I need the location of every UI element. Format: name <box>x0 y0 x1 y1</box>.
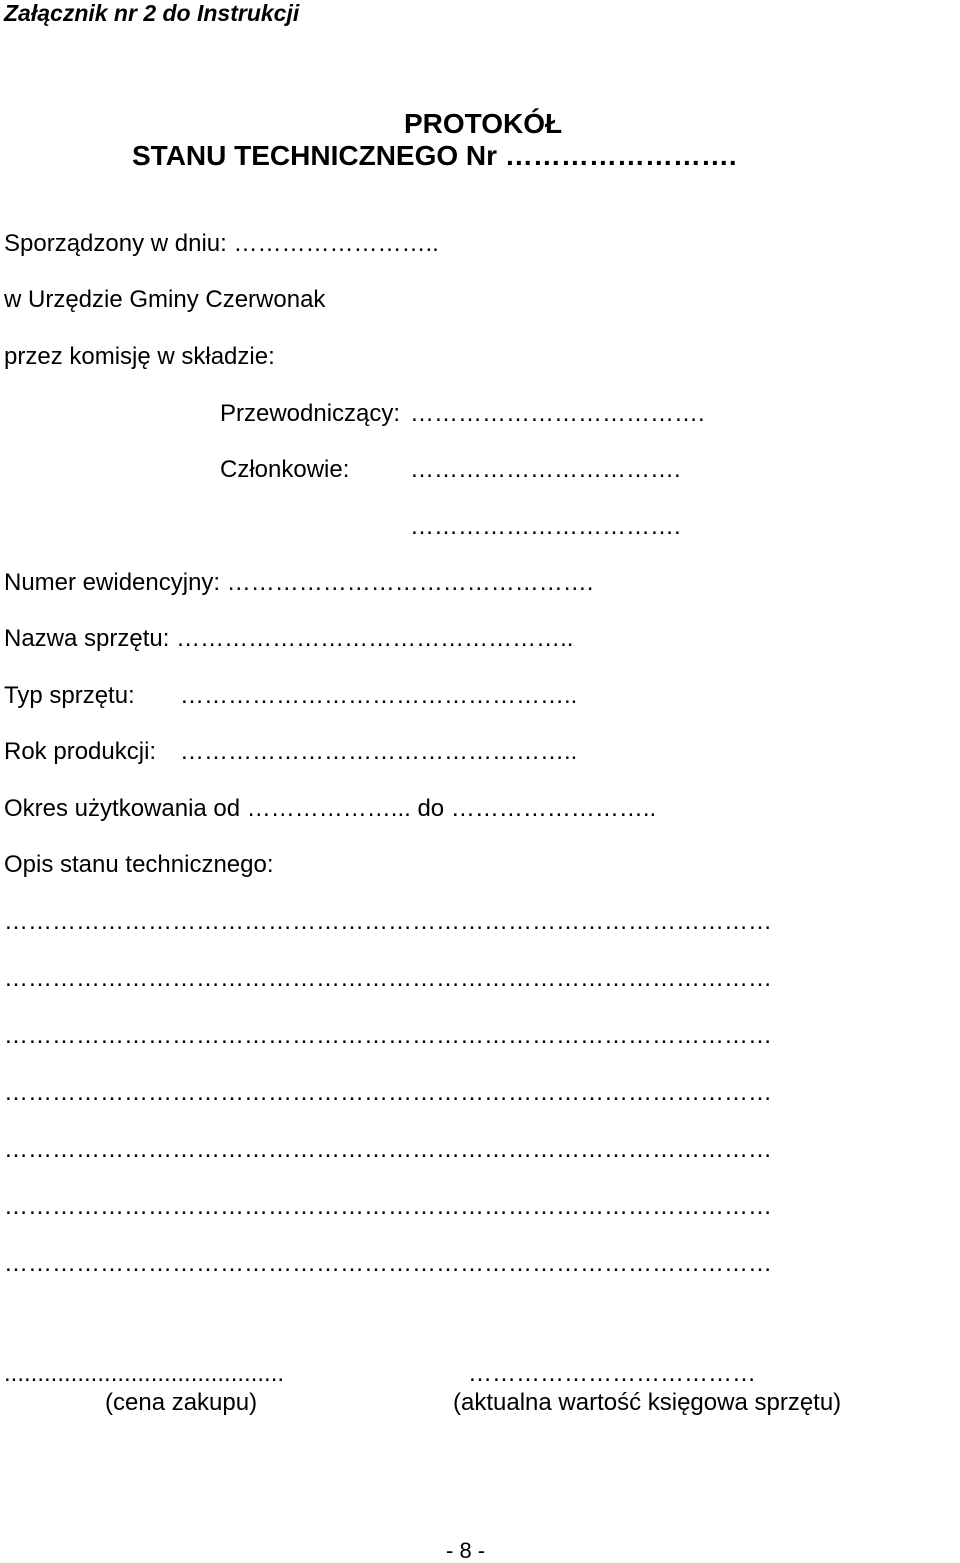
book-value-label: (aktualna wartość księgowa sprzętu) <box>453 1389 842 1416</box>
purchase-price-label: (cena zakupu) <box>105 1389 258 1416</box>
description-line: …………………………………………………………………………………… <box>4 1136 772 1163</box>
description-line: …………………………………………………………………………………… <box>4 965 772 992</box>
book-value-field: ……………………………… <box>468 1360 756 1387</box>
attachment-header: Załącznik nr 2 do Instrukcji <box>4 0 300 26</box>
page-number: - 8 - <box>446 1538 486 1563</box>
inventory-number-field: Numer ewidencyjny: ………………………………………. <box>4 569 594 596</box>
chairman-label: Przewodniczący: <box>220 400 401 427</box>
chairman-field: ………………………………. <box>410 400 705 427</box>
equipment-name-field: Nazwa sprzętu: ………………………………………….. <box>4 625 574 652</box>
committee-intro: przez komisję w składzie: <box>4 343 275 370</box>
description-line: …………………………………………………………………………………… <box>4 1193 772 1220</box>
description-line: …………………………………………………………………………………… <box>4 908 772 935</box>
office-line: w Urzędzie Gminy Czerwonak <box>4 286 326 313</box>
description-line: …………………………………………………………………………………… <box>4 1022 772 1049</box>
description-line: …………………………………………………………………………………… <box>4 1250 772 1277</box>
equipment-type-label: Typ sprzętu: <box>4 682 135 709</box>
technical-description-label: Opis stanu technicznego: <box>4 851 274 878</box>
document-title: PROTOKÓŁ <box>404 108 563 139</box>
purchase-price-field: .......................................... <box>4 1360 285 1387</box>
equipment-type-field: ………………………………………….. <box>180 682 578 709</box>
production-year-field: ………………………………………….. <box>180 738 578 765</box>
drawn-up-date-field: Sporządzony w dniu: …………………….. <box>4 230 439 257</box>
member-field-2: ……………………………. <box>410 513 681 540</box>
members-label: Członkowie: <box>220 456 350 483</box>
production-year-label: Rok produkcji: <box>4 738 157 765</box>
member-field-1: ……………………………. <box>410 456 681 483</box>
description-line: …………………………………………………………………………………… <box>4 1079 772 1106</box>
document-subtitle: STANU TECHNICZNEGO Nr ……………………. <box>132 140 737 171</box>
usage-period-field: Okres użytkowania od ………………... do …………………….. <box>4 795 657 822</box>
